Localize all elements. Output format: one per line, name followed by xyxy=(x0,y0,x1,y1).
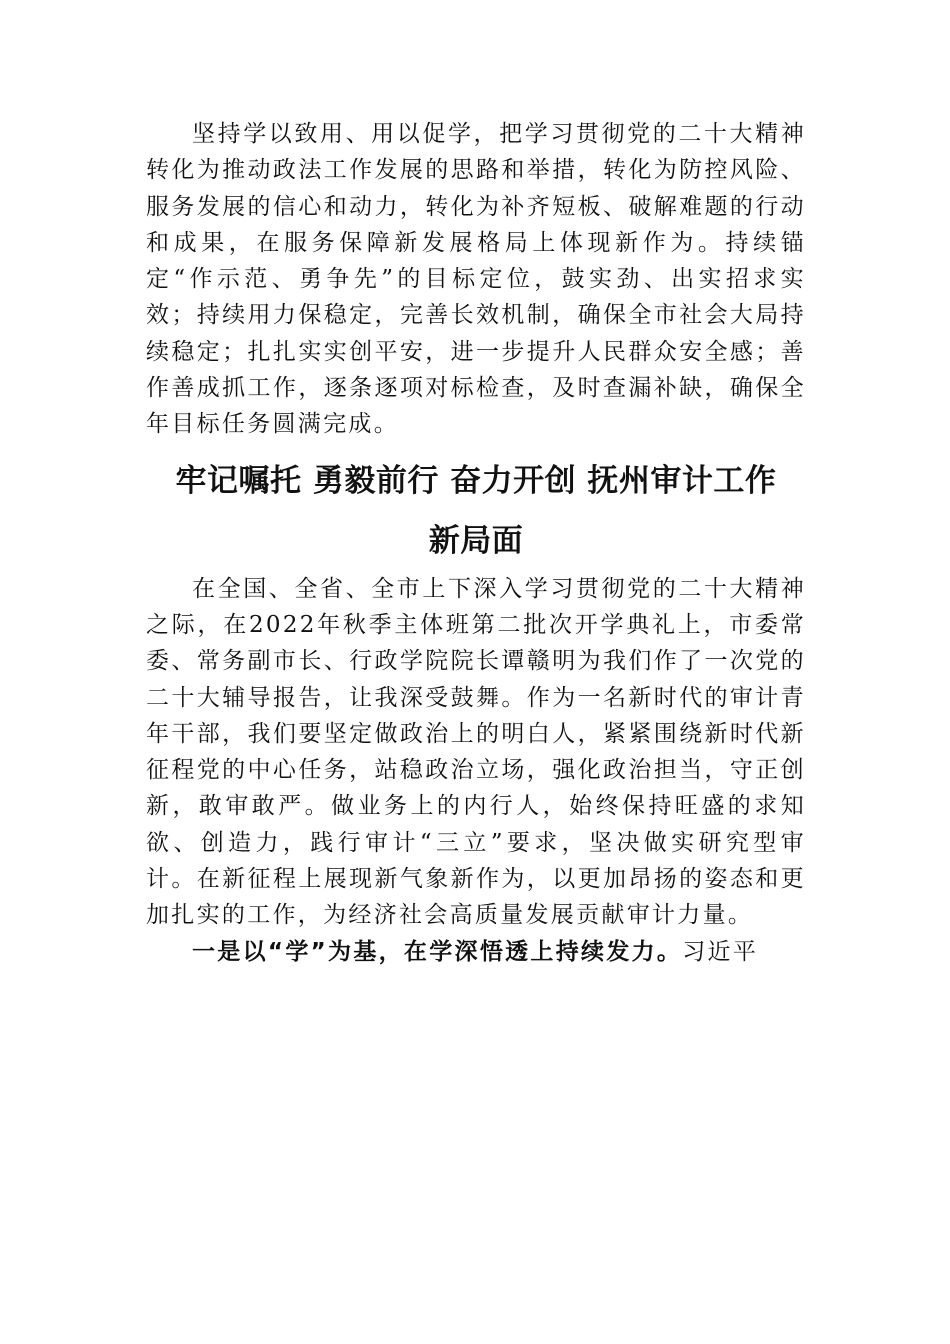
paragraph-3-text: 习近平 xyxy=(682,938,759,965)
body-paragraph-3 xyxy=(146,934,806,970)
section-heading-line-1: 牢记嘱托 勇毅前行 奋力开创 抚州审计工作 xyxy=(175,462,777,499)
body-paragraph-1: 坚持学以致用、用以促学，把学习贯彻党的二十大精神转化为推动政法工作发展的思路和举措，转化为防控风险、服务发展的信心和动力，转化为补齐短板、破解难题的行动和成果，在服务保障新发展格局上体现新作为。持续锚定“作示范、勇争先”的目标定位，鼓实劲、出实招求实效；持续用力保稳定，完善长效机制，确保全市社会大局持续稳定；扎扎实实创平安，进一步提升人民群众安全感；善作善成抓工作，逐条逐项对标检查，及时查漏补缺，确保全年目标任务圆满完成。 xyxy=(146,121,806,438)
body-paragraph-2: 在全国、全省、全市上下深入学习贯彻党的二十大精神之际，在2022年秋季主体班第二批次开学典礼上，市委常委、常务副市长、行政学院院长谭赣明为我们作了一次党的二十大辅导报告，让我深受鼓舞。作为一名新时代的审计青年干部，我们要坚定做政治上的明白人，紧紧围绕新时代新征程党的中心任务，站稳政治立场，强化政治担当，守正创新，敢审敢严。做业务上的内行人，始终保持旺盛的求知欲、创造力，践行审计“三立”要求，坚决做实研究型审计。在新征程上展现新气象新作为，以更加昂扬的姿态和更加扎实的工作，为经济社会高质量发展贡献审计力量。 xyxy=(146,575,806,929)
paragraph-3-bold-lead: 一是以“学”为基，在学深悟透上持续发力。 xyxy=(192,938,683,965)
section-heading xyxy=(146,443,806,571)
section-heading-line-2: 新局面 xyxy=(428,522,524,559)
document-page xyxy=(146,116,806,970)
